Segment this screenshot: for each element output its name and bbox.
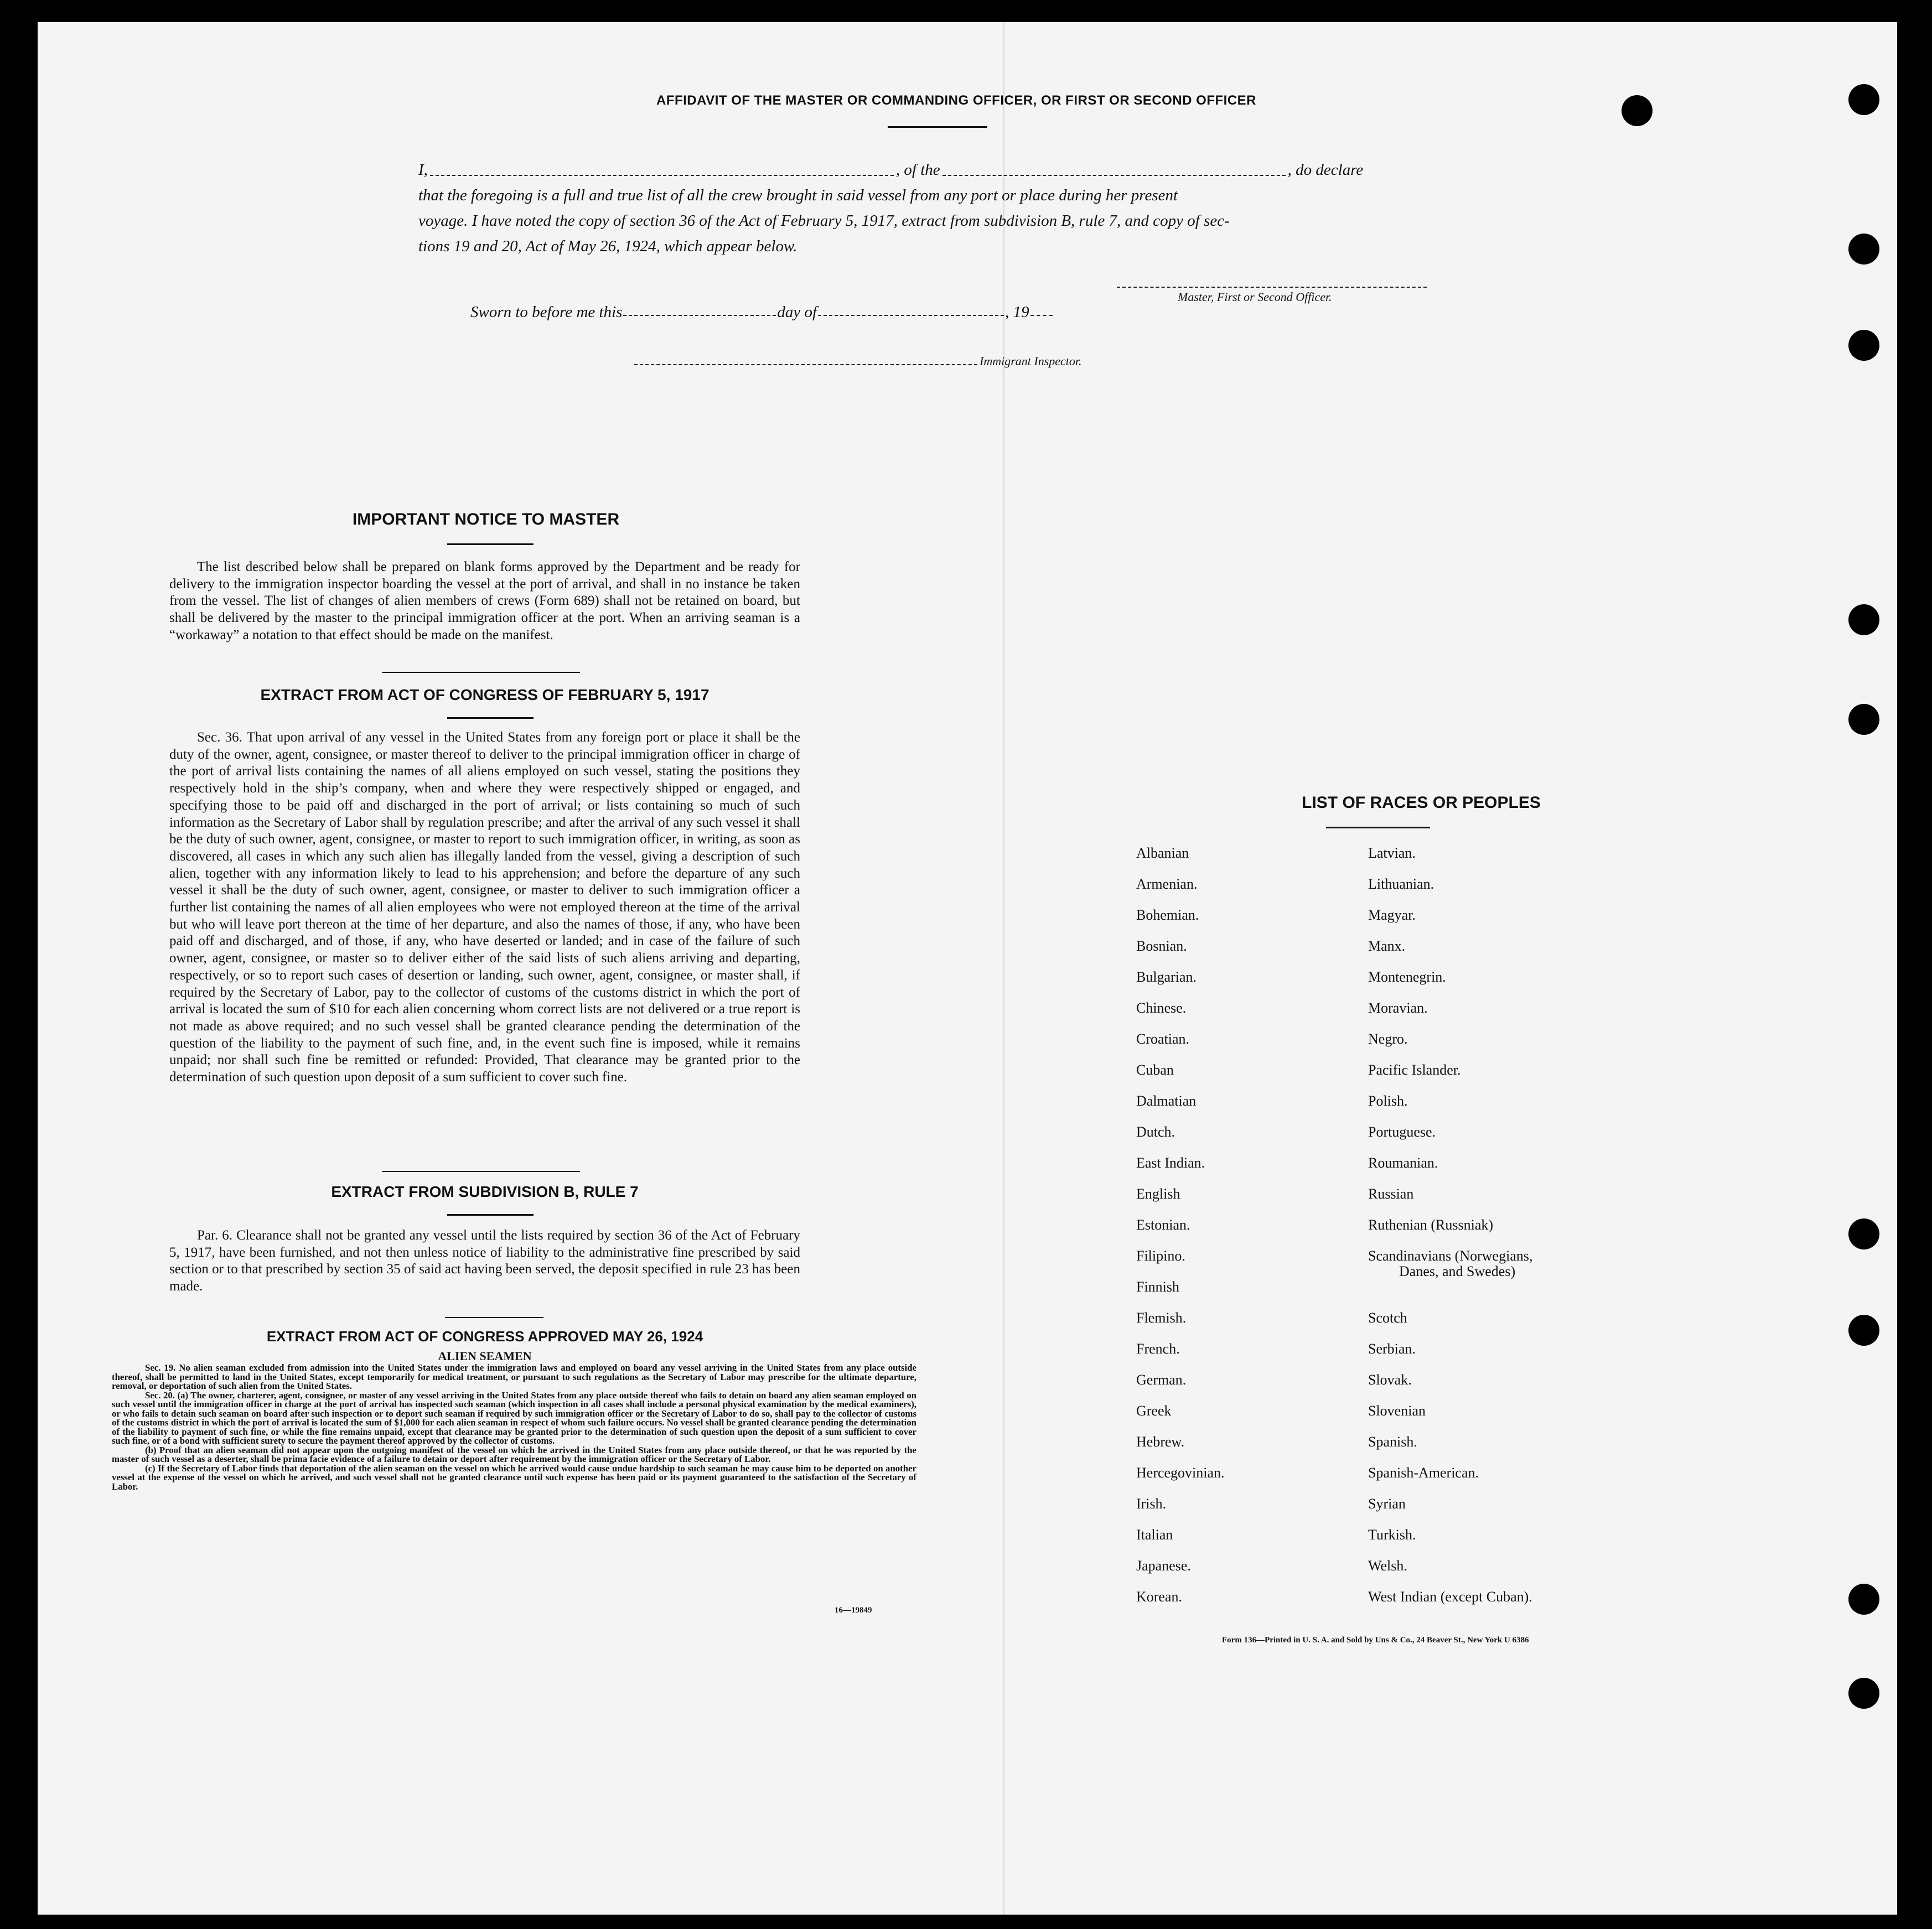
binder-hole	[1848, 604, 1879, 635]
year-label: , 19	[1005, 303, 1029, 321]
sworn-month-field[interactable]	[818, 303, 1004, 316]
race-item: Polish.	[1368, 1093, 1408, 1109]
day-of-label: day of	[777, 303, 817, 321]
notice-underline	[447, 543, 533, 545]
race-item: Roumanian.	[1368, 1155, 1438, 1171]
binder-hole	[1848, 330, 1879, 361]
races-underline	[1326, 827, 1430, 828]
race-item: Filipino.	[1136, 1248, 1185, 1264]
race-item: Serbian.	[1368, 1341, 1416, 1357]
extract-1924-text	[112, 1363, 916, 1491]
alien-seamen-subtitle: ALIEN SEAMEN	[438, 1349, 532, 1363]
races-right-column	[1368, 838, 1532, 1612]
binder-hole	[1848, 704, 1879, 735]
race-item: Bulgarian.	[1136, 969, 1197, 985]
sworn-year-field[interactable]	[1030, 303, 1053, 316]
race-item: Danes, and Swedes)	[1399, 1263, 1516, 1279]
race-item: Portuguese.	[1368, 1124, 1436, 1140]
sworn-day-field[interactable]	[623, 303, 776, 316]
binder-hole	[1848, 234, 1879, 265]
notice-divider	[382, 672, 580, 673]
binder-hole	[1848, 1315, 1879, 1346]
rule-7-title: EXTRACT FROM SUBDIVISION B, RULE 7	[331, 1183, 639, 1200]
master-signature-field[interactable]	[1117, 286, 1427, 288]
binder-hole	[1848, 84, 1879, 115]
sec-20b-paragraph: (b) Proof that an alien seaman did not appear upon the outgoing manifest of the vessel on which he arrived in the United States from any place outside thereof, or that he was reported by the master of such vessel as a deserter, shall be prima facie evidence of a failure to detain or deport after requirement by the immigration officer or the Secretary of Labor.	[112, 1444, 916, 1464]
affidavit-line-3: voyage. I have noted the copy of section 36 of the Act of February 5, 1917, extract from subdivision B, rule 7, and copy of sec-	[418, 212, 1230, 230]
race-item: Manx.	[1368, 938, 1406, 954]
race-item: Greek	[1136, 1403, 1172, 1419]
race-item: Scandinavians (Norwegians,	[1368, 1248, 1533, 1264]
race-item: Scotch	[1368, 1310, 1407, 1326]
race-item: Pacific Islander.	[1368, 1062, 1461, 1078]
race-item: Spanish-American.	[1368, 1465, 1479, 1481]
sec-19-paragraph: Sec. 19. No alien seaman excluded from admission into the United States under the immigration laws and employed on board any vessel arriving in the United States from any place outside thereof, shall be permitted to land in the United States, except temporarily for medical treatment, or pursuant to such regulations as the Secretary of Labor may prescribe for the ultimate departure, removal, or deportation of such alien from the United States.	[112, 1362, 916, 1391]
race-item: Irish.	[1136, 1496, 1167, 1512]
extract-1917-underline	[447, 717, 533, 719]
sec-36-paragraph: Sec. 36. That upon arrival of any vessel in the United States from any foreign port or place it shall be the duty of the owner, agent, consignee, or master thereof to deliver to the principal immigration officer in charge of the port of arrival lists containing the names of all aliens employed on such vessel, stating the positions they respectively hold in the ship’s company, when and where they were respectively shipped or engaged, and specifying those to be paid off and discharged in the port of arrival; or lists containing so much of such information as the Secretary of Labor shall by regulation prescribe; and after the arrival of any such vessel it shall be the duty of such owner, agent, consignee, or master to report to such immigration officer, in writing, as soon as discovered, all cases in which any such alien has illegally landed from the vessel, giving a description of such alien, together with any information likely to lead to his apprehension; and before the departure of any such vessel it shall be the duty of such owner, agent, consignee, or master to deliver to such immigration officer a further list containing the names of all alien employees who were not employed thereon at the time of the arrival but who will leave port thereon at the time of her departure, and also the names of those, if any, who have been paid off and discharged, and of those, if any, who have deserted or landed; and in case of the failure of such owner, agent, consignee, or master so to deliver either of the said lists of such aliens arriving and departing, respectively, or so to report such cases of desertion or landing, such owner, agent, consignee, or master shall, if required by the Secretary of Labor, pay to the collector of customs of the customs district in which the port of arrival is located the sum of $10 for each alien concerning whom correct lists are not delivered or a true report is not made as above required; and no such vessel shall be granted clearance pending the determination of the question of the liability to the payment of such fine, and, in the event such fine is imposed, while it remains unpaid; nor shall such fine be remitted or refunded: Provided, That clearance may be granted prior to the determination of such question upon deposit of a sum sufficient to cover such fine.	[169, 730, 800, 1085]
race-item: Hercegovinian.	[1136, 1465, 1225, 1481]
vessel-field[interactable]	[942, 157, 1286, 176]
rule-7-text	[169, 1227, 800, 1295]
race-item: West Indian (except Cuban).	[1368, 1589, 1532, 1605]
rule-7-divider	[445, 1317, 543, 1318]
race-item: Syrian	[1368, 1496, 1406, 1512]
race-item: Korean.	[1136, 1589, 1183, 1605]
title-underline	[888, 126, 987, 128]
race-item: Japanese.	[1136, 1558, 1191, 1574]
race-item: Bosnian.	[1136, 938, 1187, 954]
inspector-label: Immigrant Inspector.	[980, 354, 1082, 368]
race-item: Ruthenian (Russniak)	[1368, 1217, 1494, 1233]
race-item: Montenegrin.	[1368, 969, 1446, 985]
race-item: Lithuanian.	[1368, 876, 1434, 892]
affidavit-of-the: , of the	[895, 161, 940, 179]
sec-20c-paragraph: (c) If the Secretary of Labor finds that deportation of the alien seaman on the vessel on which he arrived would cause undue hardship to such seaman he may cause him to be deported on another vessel at the expense of the vessel on which he arrived, and such vessel shall not be granted clearance until such expense has been paid or its payment guaranteed to the satisfaction of the Secretary of Labor.	[112, 1463, 916, 1492]
master-signature-label: Master, First or Second Officer.	[1178, 290, 1332, 304]
race-item: Armenian.	[1136, 876, 1198, 892]
affidavit-title: AFFIDAVIT OF THE MASTER OR COMMANDING OFFICER, OR FIRST OR SECOND OFFICER	[656, 93, 1257, 108]
races-left-column	[1136, 838, 1225, 1612]
affidavit-declare: , do declare	[1287, 161, 1364, 179]
notice-text	[169, 559, 800, 644]
binder-hole	[1848, 1584, 1879, 1615]
race-item: Italian	[1136, 1527, 1173, 1543]
race-item: Bohemian.	[1136, 907, 1199, 923]
race-item: Moravian.	[1368, 1000, 1428, 1016]
race-item: Spanish.	[1368, 1434, 1417, 1450]
extract-1924-title: EXTRACT FROM ACT OF CONGRESS APPROVED MAY 26, 1924	[266, 1328, 703, 1345]
race-item: Hebrew.	[1136, 1434, 1185, 1450]
race-item: English	[1136, 1186, 1180, 1202]
sec-20a-paragraph: Sec. 20. (a) The owner, charterer, agent, consignee, or master of any vessel arriving in the United States from any place outside thereof who fails to detain on board any alien seaman employed on such vessel until the immigration officer in charge at the port of arrival has inspected such seaman (which inspection in all cases shall include a personal physical examination by the medical examiners), or who fails to detain such seaman on board after such inspection or to deport such seaman if required by such immigration officer or the Secretary of Labor to do so, shall pay to the collector of customs of the customs district in which the port of arrival is located the sum of $1,000 for each alien seaman in respect of whom such failure occurs. No vessel shall be granted clearance pending the determination of the liability to payment of such fine, or while the fine remains unpaid, except that clearance may be granted prior to the determination of such question upon the deposit of a sum sufficient to cover such fine, or of a bond with sufficient surety to secure the payment thereof approved by the collector of customs.	[112, 1389, 916, 1446]
notice-paragraph: The list described below shall be prepared on blank forms approved by the Department and be ready for delivery to the immigration inspector boarding the vessel at the port of arrival, and shall in no instance be taken from the vessel. The list of changes of alien members of crews (Form 689) shall not be retained on board, but shall be delivered by the master to the principal immigration officer at the port. When an arriving seaman is a “workaway” a notation to that effect should be made on the manifest.	[169, 559, 800, 642]
race-item: German.	[1136, 1372, 1187, 1388]
extract-1917-divider	[382, 1171, 580, 1172]
race-item: Estonian.	[1136, 1217, 1190, 1233]
race-item: Dalmatian	[1136, 1093, 1197, 1109]
name-field[interactable]	[430, 157, 894, 176]
race-item: Welsh.	[1368, 1558, 1407, 1574]
affidavit-declaration	[418, 157, 1492, 259]
affidavit-line-4: tions 19 and 20, Act of May 26, 1924, which appear below.	[418, 237, 797, 255]
document-page	[38, 22, 1897, 1915]
race-item: Slovak.	[1368, 1372, 1412, 1388]
race-item: Croatian.	[1136, 1031, 1190, 1047]
extract-1917-text	[169, 729, 800, 1086]
notice-title: IMPORTANT NOTICE TO MASTER	[352, 510, 620, 528]
binder-hole	[1848, 1218, 1879, 1249]
affidavit-line-2: that the foregoing is a full and true list of all the crew brought in said vessel from any port or place during her present	[418, 186, 1178, 204]
inspector-signature-field[interactable]	[634, 363, 977, 365]
race-item: Flemish.	[1136, 1310, 1187, 1326]
binder-hole	[1622, 95, 1653, 126]
race-item: East Indian.	[1136, 1155, 1205, 1171]
form-footer: Form 136—Printed in U. S. A. and Sold by Uns & Co., 24 Beaver St., New York U 6386	[1222, 1636, 1529, 1645]
rule-7-underline	[447, 1214, 533, 1216]
race-item: Turkish.	[1368, 1527, 1416, 1543]
race-item: Latvian.	[1368, 845, 1416, 861]
sworn-label: Sworn to before me this	[470, 303, 623, 321]
race-item: Cuban	[1136, 1062, 1174, 1078]
race-item: Dutch.	[1136, 1124, 1175, 1140]
par-6-paragraph: Par. 6. Clearance shall not be granted any vessel until the lists required by section 36 of the Act of February 5, 1917, have been furnished, and not then unless notice of liability to the administrative fine prescribed by said section or to that prescribed by section 35 of said act having been served, the deposit specified in rule 23 has been made.	[169, 1228, 800, 1294]
race-item: Chinese.	[1136, 1000, 1187, 1016]
races-title: LIST OF RACES OR PEOPLES	[1302, 794, 1541, 812]
race-item: Magyar.	[1368, 907, 1416, 923]
race-item: French.	[1136, 1341, 1180, 1357]
race-item: Finnish	[1136, 1279, 1180, 1295]
race-item: Albanian	[1136, 845, 1189, 861]
form-number: 16—19849	[835, 1606, 872, 1615]
extract-1917-title: EXTRACT FROM ACT OF CONGRESS OF FEBRUARY 5, 1917	[260, 686, 709, 703]
race-item: Slovenian	[1368, 1403, 1426, 1419]
race-item: Negro.	[1368, 1031, 1408, 1047]
affidavit-i: I,	[418, 161, 428, 179]
sworn-line	[470, 303, 1054, 322]
binder-hole	[1848, 1678, 1879, 1709]
race-item: Russian	[1368, 1186, 1414, 1202]
